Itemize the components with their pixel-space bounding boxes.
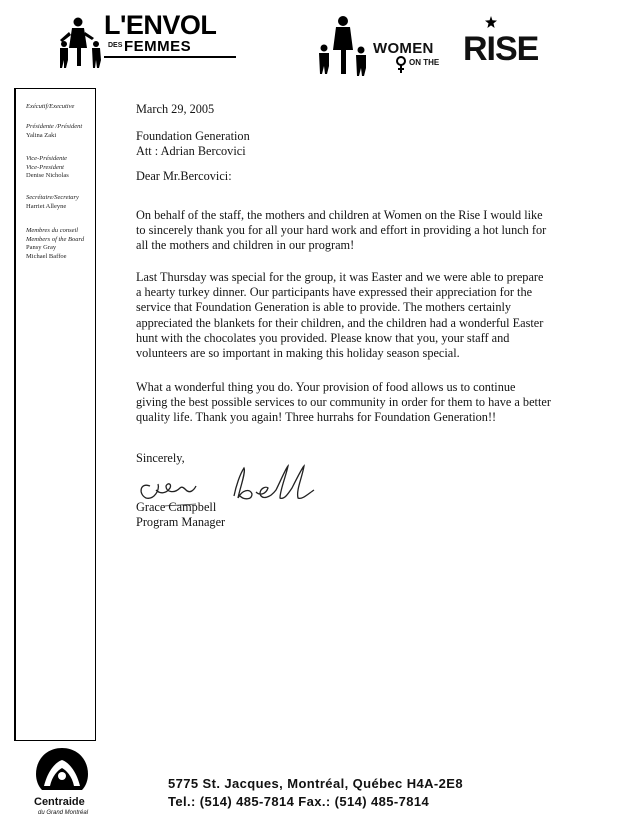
sidebar-subheading: Vice-President [26,163,64,171]
sidebar-subheading: Members of the Board [26,235,85,243]
lenvol-femmes-text: FEMMES [124,38,192,55]
salutation: Dear Mr.Bercovici: [136,169,232,183]
paragraph-3 [136,380,616,426]
sidebar-heading: Vice-Présidente [26,155,68,162]
footer-phones: Tel.: (514) 485-7814 Fax.: (514) 485-7814 [168,794,430,809]
sidebar-board-members [26,227,84,261]
star-icon [485,16,497,28]
centraide-name: Centraide [34,796,85,808]
paragraph-1 [136,208,616,254]
sidebar-president [26,123,82,140]
on-the-text: ON THE [409,58,440,67]
sidebar-heading: Exécutif/Executive [26,103,75,110]
paragraph-2 [136,270,616,361]
paragraph-line: giving the best possible services to our community in order for them to have a better [136,395,551,410]
centraide-subtitle: du Grand Montréal [38,810,89,816]
lenvol-des-femmes-logo [56,10,246,72]
sidebar-secretary [26,194,79,211]
paragraph-line: quality life. Thank you again! Three hurrahs for Foundation Generation!! [136,410,497,425]
sidebar-member-name: Pansy Gray [26,244,57,252]
sidebar-member-name: Harriet Alleyne [26,202,67,210]
lenvol-wordmark: L'ENVOL [104,10,217,40]
footer-address: 5775 St. Jacques, Montréal, Québec H4A-2E8 [168,776,463,791]
signer-name: Grace Campbell [136,500,217,514]
paragraph-line: volunteers are so important in making this holiday season special. [136,346,460,361]
sidebar-heading: Secrétaire/Secretary [26,194,79,201]
family-figures-icon [56,16,106,72]
paragraph-line: Last Thursday was special for the group, it was Easter and we were able to prepare [136,270,544,284]
sidebar-member-name: Michael Baffoe [26,252,67,260]
paragraph-line: to sincerely thank you for all your hard work and effort in providing a hot lunch for [136,223,547,238]
lenvol-underline [104,56,236,58]
sidebar-heading: Présidente /Président [26,123,83,130]
sidebar-executive [26,103,74,112]
signer-title: Program Manager [136,515,226,529]
paragraph-line: appreciated the blankets for their children, and the children had a wonderful Easter [136,315,544,330]
recipient-organization: Foundation Generation [136,129,250,143]
sidebar-vice-president [26,155,69,181]
sidebar-member-name: Denise Nicholas [26,172,69,180]
recipient-attention: Att : Adrian Bercovici [136,144,246,158]
female-symbol-icon [395,56,407,74]
centraide-logo [24,746,104,828]
paragraph-line: a hearty turkey dinner. Our participants have expressed their appreciation for the [136,285,533,300]
paragraph-line: hunt with the chocolates you provided. Please know that you, your staff and [136,330,510,345]
paragraph-line: On behalf of the staff, the mothers and children at Women on the Rise I would like [136,208,543,222]
rise-text: RISE [463,30,539,68]
mother-children-icon [315,14,375,78]
sidebar-heading: Membres du conseil [26,227,79,234]
sidebar-member-name: Yalina Zaki [26,131,57,139]
paragraph-line: all the mothers and children in our program! [136,238,355,253]
letter-date: March 29, 2005 [136,102,215,116]
paragraph-line: What a wonderful thing you do. Your provision of food allows us to continue [136,380,516,394]
lenvol-des-text: DES [108,42,123,49]
women-on-the-rise-logo [315,14,545,78]
closing: Sincerely, [136,451,185,465]
paragraph-line: service that Foundation Generation is able to provide. The mothers certainly [136,300,512,315]
women-text: WOMEN [373,40,434,57]
board-members-sidebar [14,88,96,741]
centraide-emblem-icon [34,746,90,796]
